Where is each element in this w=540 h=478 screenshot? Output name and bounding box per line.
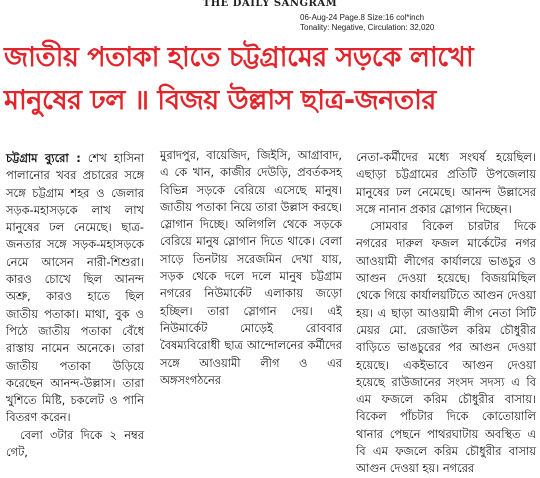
newspaper-masthead: THE DAILY SANGRAM [202, 0, 338, 9]
article-column-1 [6, 150, 145, 460]
article-column-3-text: নেতা-কর্মীদের মধ্যে সংঘর্ষ হয়েছিল। এছাড়া চট্টগ্রামের প্রতিটি উপজেলায় মানুষের ঢল নেমেছে। আনন্দ উল্লাসের সঙ্গে নানান প্রকার স্লোগান দিচ্ছেন। [356, 150, 536, 216]
article-column-3 [356, 149, 536, 476]
article-dateline: চট্টগ্রাম ব্যুরো : [6, 151, 81, 165]
headline-line-2: মানুষের ঢল ॥ বিজয় উল্লাস ছাত্র-জনতার [4, 85, 436, 116]
article-column-1-paragraph-2: বেলা ৩টার দিকে ২ নম্বর গেট, [6, 427, 144, 460]
article-column-2-text: মুরাদপুর, বায়েজিদ, জিইসি, আগ্রাবাদ, এ কে খান, কাজীর দেউড়ি, প্রবর্তকসহ বিভিন্ন সড়কে বেরিয়ে এসেছে মানুষ। জাতীয় পতাকা নিয়ে তারা উল্লাস করছে। স্লোগান দিচ্ছে। অলিগলি থেকে সড়কে বেরিয়ে মানুষ স্লোগান দিতে থাকে। বেলা সাড়ে তিনটায় সরেজমিন দেখা যায়, সড়ক থেকে দলে দলে মানুষ চট্টগ্রাম নগরের নিউমার্কেট এলাকায় জড়ো হচ্ছিল। তারা স্লোগান দেয়। এই নিউমার্কেট মোড়েই রোববার বৈষম্যবিরোধী ছাত্র আন্দোলনের কর্মীদের সঙ্গে আওয়ামী লীগ ও এর অঙ্গসংগঠনের [160, 148, 342, 387]
headline-line-1: জাতীয় পতাকা হাতে চট্টগ্রামের সড়কে লাখো [4, 42, 474, 73]
clipping-meta-date-size: 06-Aug-24 Page.8 Size:16 col*inch [300, 13, 425, 22]
clipping-meta-tonality: Tonality: Negative, Circulation: 32,020 [300, 23, 435, 32]
article-column-2 [160, 147, 342, 439]
article-column-3-paragraph-2: সোমবার বিকেল চারটার দিকে নগরের দারুল ফজল মার্কেটের নগর আওয়ামী লীগের কার্যালয়ে ভাঙচুর ও আগুন দেওয়া হয়েছে। বিজয়মিছিল থেকে গিয়ে কার্যালয়টিতে আগুন দেওয়া হয়। এ ছাড়া আওয়ামী লীগ নেতা সিটি মেয়র মো. রেজাউল করিম চৌধুরীর বাড়িতে ভাঙচুরের পর আগুন দেওয়া হয়েছে। একইভাবে আগুন দেওয়া হয়েছে রাউজানের সংসদ সদস্য এ বি এম ফজলে করিম চৌধুরীর বাসায়। বিকেল পাঁচটার দিকে কোতোয়ালি থানার পেছনে পাথরঘাটায় অবস্থিত এ বি এম ফজলে করিম চৌধুরীর বাসায় আগুন দেওয়া হয়। নগরের [356, 219, 536, 476]
article-column-1-text: শেখ হাসিনা পালানোর খবর প্রচারের সঙ্গে সঙ্গে চট্টগ্রাম শহর ও জেলার সড়ক-মহাসড়কে লাখ লাখ মানুষের ঢল নেমেছে। ছাত্র-জনতার সঙ্গে সড়ক-মহাসড়কে নেমে আসেন নারী-শিশুরা। কারও চোখে ছিল আনন্দ অশ্রু, কারও হাতে ছিল জাতীয় পতাকা। মাথা, বুক ও পিঠে জাতীয় পতাকা বেঁধে রাস্তায় নামেন অনেকে। তারা জাতীয় পতাকা উড়িয়ে করেছেন আনন্দ-উল্লাস। তারা খুশিতে মিষ্টি, চকলেট ও পানি বিতরণ করেন। [6, 151, 145, 425]
headline [4, 36, 540, 122]
clipping-meta [300, 13, 434, 33]
